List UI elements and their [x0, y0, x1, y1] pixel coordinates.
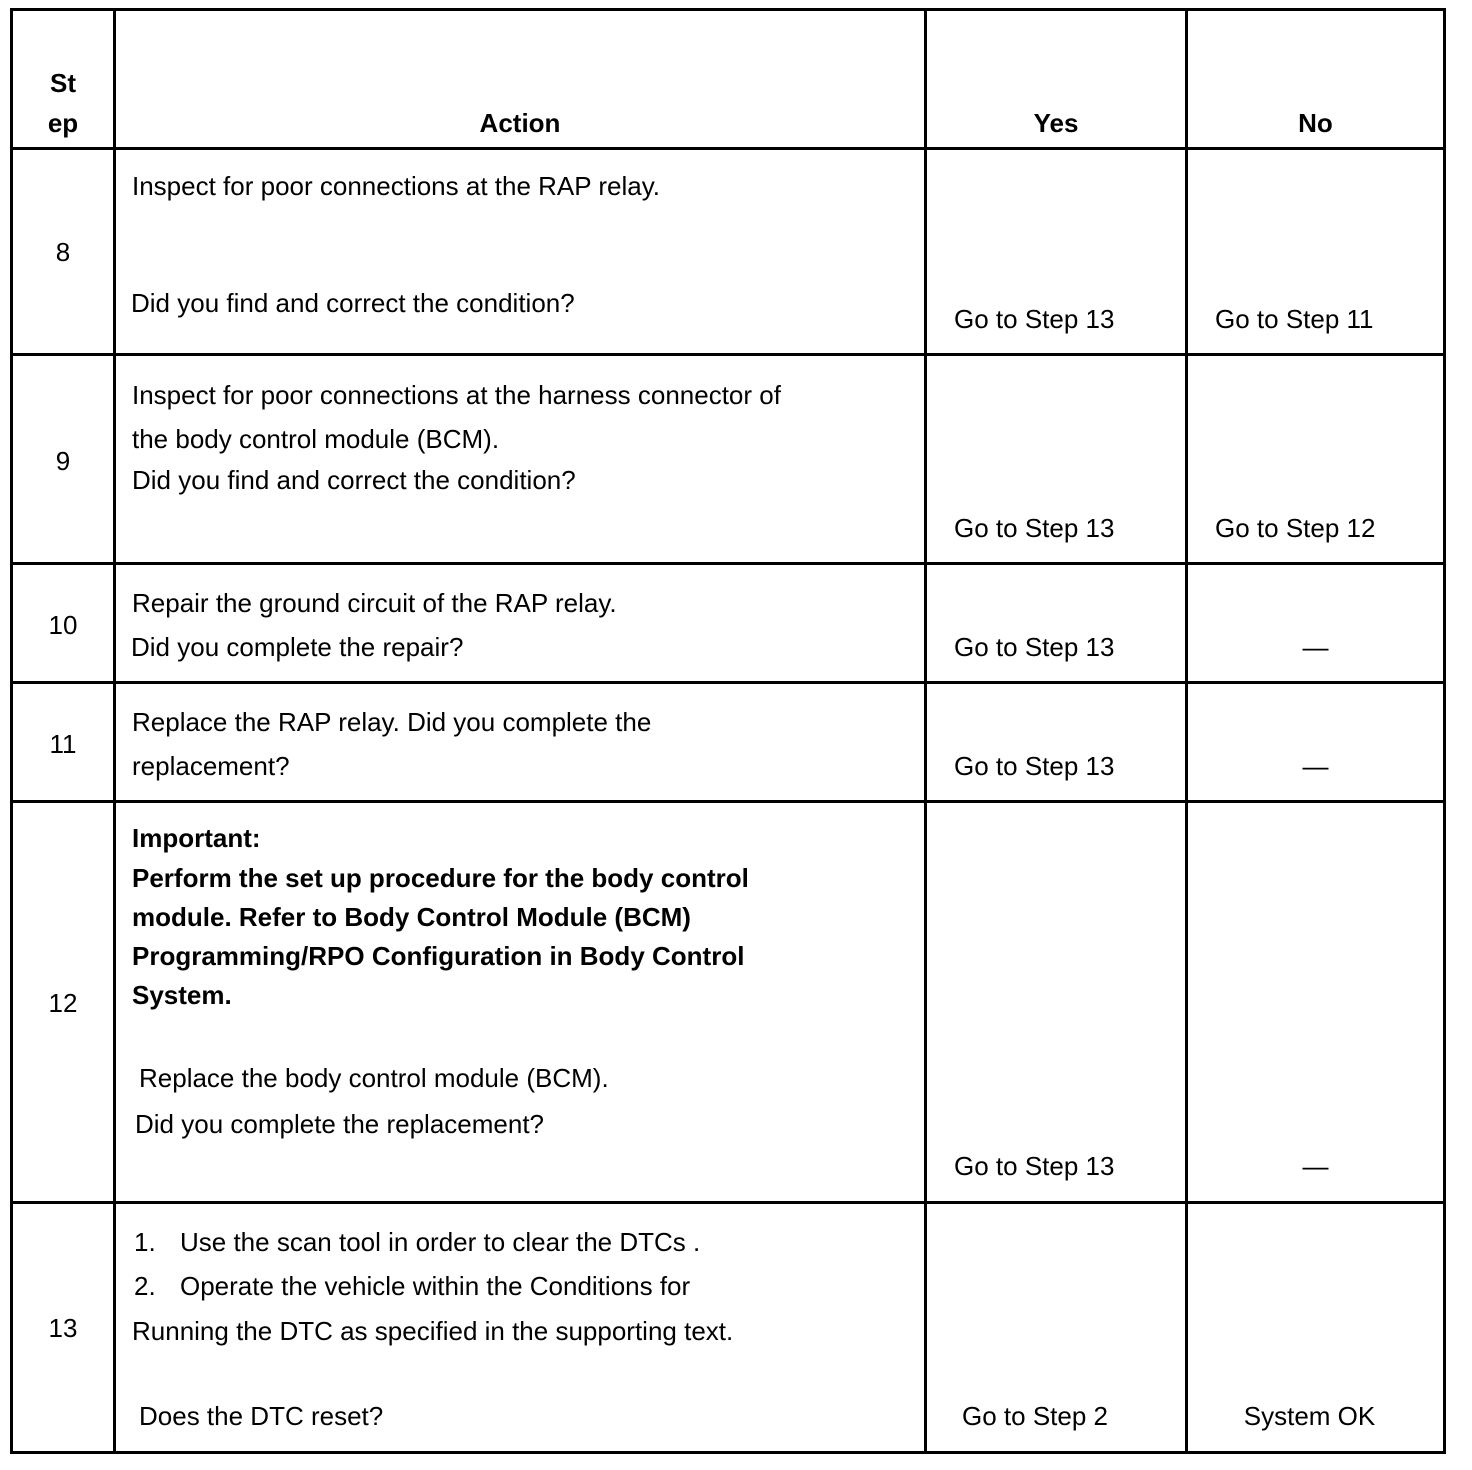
- header-yes: Yes: [1033, 108, 1079, 138]
- step-number: 8: [55, 237, 71, 267]
- important-text: module. Refer to Body Control Module (BCM): [132, 902, 691, 932]
- row-divider: [10, 681, 1446, 684]
- list-number: 1.: [134, 1227, 156, 1257]
- step-number: 11: [49, 729, 77, 759]
- yes-result: Go to Step 13: [954, 304, 1115, 334]
- no-result: —: [1302, 1151, 1329, 1181]
- yes-result: Go to Step 13: [954, 632, 1115, 662]
- yes-result: Go to Step 13: [954, 751, 1115, 781]
- step-number: 10: [48, 610, 78, 640]
- no-result: —: [1302, 751, 1329, 781]
- important-text: Perform the set up procedure for the body control: [132, 863, 749, 893]
- step-number: 9: [55, 446, 71, 476]
- yes-result: Go to Step 2: [962, 1401, 1108, 1431]
- yes-result: Go to Step 13: [954, 513, 1115, 543]
- action-text: Replace the RAP relay. Did you complete the: [132, 707, 652, 737]
- action-text: Replace the body control module (BCM).: [139, 1063, 609, 1093]
- action-text: Inspect for poor connections at the RAP relay.: [132, 171, 660, 201]
- no-result: Go to Step 12: [1215, 513, 1376, 543]
- row-divider: [10, 1201, 1446, 1204]
- action-question: Does the DTC reset?: [139, 1401, 384, 1431]
- row-divider: [10, 353, 1446, 356]
- column-divider: [113, 8, 116, 1454]
- action-question: Did you complete the replacement?: [135, 1109, 545, 1139]
- list-item-text: Use the scan tool in order to clear the DTCs .: [180, 1227, 701, 1257]
- table-border-bottom: [10, 1451, 1446, 1454]
- diagnostic-table: [10, 8, 1446, 1454]
- no-result: —: [1302, 632, 1329, 662]
- step-number: 13: [48, 1313, 78, 1343]
- action-text: Inspect for poor connections at the harness connector of: [132, 380, 781, 410]
- row-divider: [10, 562, 1446, 565]
- yes-result: Go to Step 13: [954, 1151, 1115, 1181]
- action-text: the body control module (BCM).: [132, 424, 500, 454]
- action-text: replacement?: [132, 751, 290, 781]
- action-question: Did you complete the repair?: [131, 632, 464, 662]
- action-text: Repair the ground circuit of the RAP relay.: [132, 588, 617, 618]
- action-question: Did you find and correct the condition?: [131, 288, 575, 318]
- list-number: 2.: [134, 1271, 156, 1301]
- step-number: 12: [48, 988, 78, 1018]
- column-divider: [1185, 8, 1188, 1454]
- no-result: Go to Step 11: [1215, 304, 1374, 334]
- header-step-line2: ep: [47, 108, 79, 138]
- action-question: Did you find and correct the condition?: [132, 465, 576, 495]
- list-item-text: Operate the vehicle within the Conditions for: [180, 1271, 691, 1301]
- table-border-top: [10, 8, 1446, 11]
- important-label: Important:: [132, 823, 261, 853]
- row-divider: [10, 147, 1446, 150]
- action-text: Running the DTC as specified in the supporting text.: [132, 1316, 734, 1346]
- row-divider: [10, 800, 1446, 803]
- column-divider: [924, 8, 927, 1454]
- header-no: No: [1298, 108, 1333, 138]
- header-step-line1: St: [50, 68, 76, 98]
- important-text: System.: [132, 980, 232, 1010]
- important-text: Programming/RPO Configuration in Body Control: [132, 941, 745, 971]
- no-result: System OK: [1243, 1401, 1376, 1431]
- header-action: Action: [479, 108, 561, 138]
- table-border-right: [1443, 8, 1446, 1454]
